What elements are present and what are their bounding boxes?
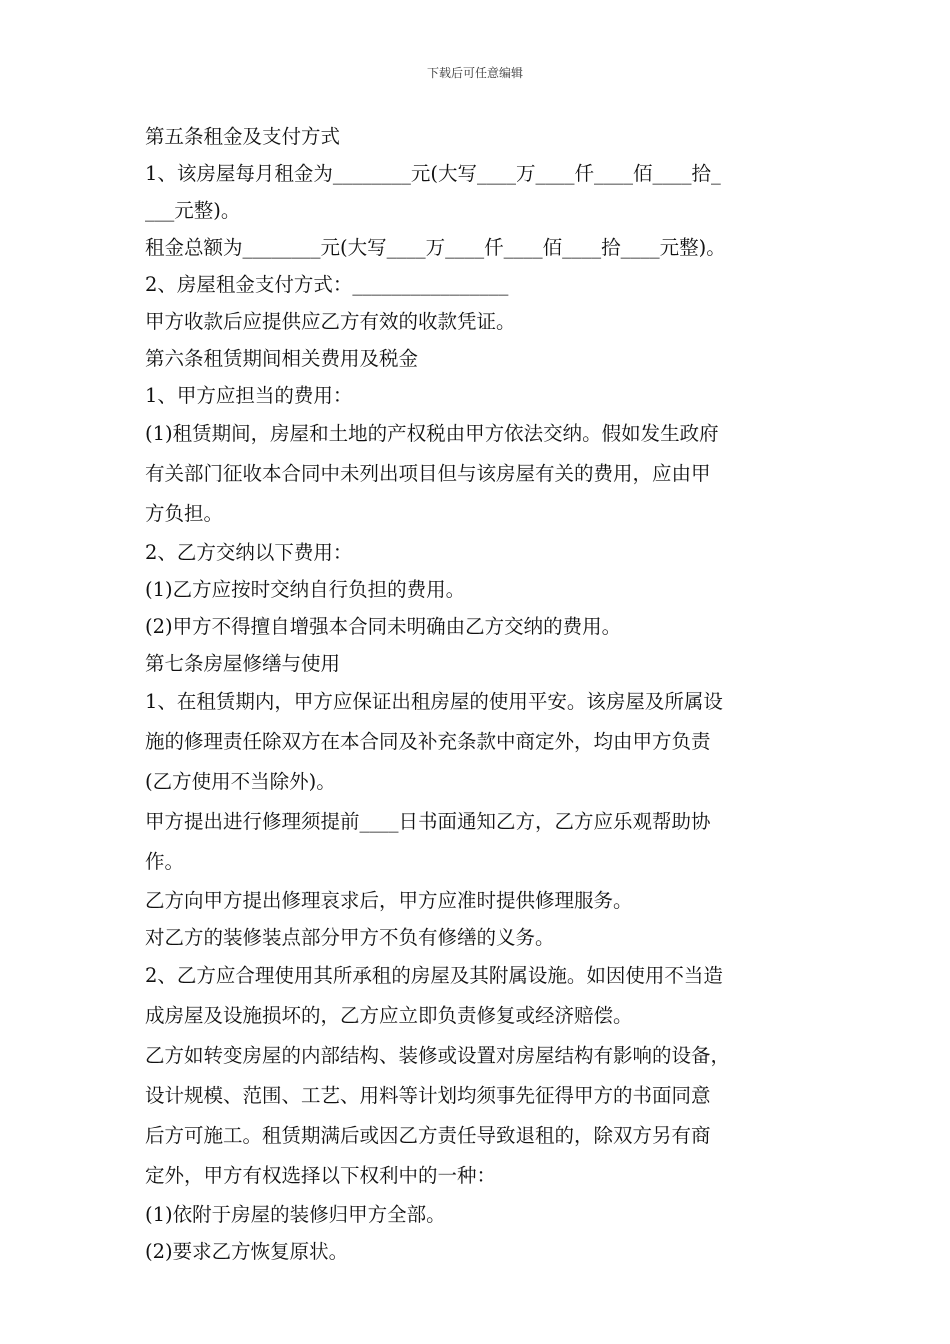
paragraph-line: 甲方收款后应提供应乙方有效的收款凭证。 <box>145 310 516 333</box>
paragraph-line: 施的修理责任除双方在本合同及补充条款中商定外，均由甲方负责 <box>145 730 711 753</box>
paragraph-line: (2)甲方不得擅自增强本合同未明确由乙方交纳的费用。 <box>145 615 622 638</box>
paragraph-line: 2、乙方交纳以下费用： <box>145 541 353 564</box>
paragraph-line: (2)要求乙方恢复原状。 <box>145 1240 349 1263</box>
paragraph-line: 方负担。 <box>145 502 224 525</box>
paragraph-line: 2、房屋租金支付方式：________________ <box>145 273 509 296</box>
paragraph-line: 设计规模、范围、工艺、用料等计划均须事先征得甲方的书面同意 <box>145 1084 711 1107</box>
paragraph-line: 乙方向甲方提出修理哀求后，甲方应准时提供修理服务。 <box>145 889 633 912</box>
paragraph-line: ___元整)。 <box>145 199 241 222</box>
paragraph-line: 后方可施工。租赁期满后或因乙方责任导致退租的，除双方另有商 <box>145 1124 711 1147</box>
paragraph-line: 租金总额为________元(大写____万____仟____佰____拾____元整)。 <box>145 236 726 259</box>
article-5-title: 第五条租金及支付方式 <box>145 125 341 148</box>
paragraph-line: 乙方如转变房屋的内部结构、装修或设置对房屋结构有影响的设备， <box>145 1044 731 1067</box>
paragraph-line: 对乙方的装修装点部分甲方不负有修缮的义务。 <box>145 926 555 949</box>
paragraph-line: (乙方使用不当除外)。 <box>145 770 336 793</box>
paragraph-line: (1)租赁期间，房屋和土地的产权税由甲方依法交纳。假如发生政府 <box>145 422 719 445</box>
paragraph-line: 作。 <box>145 850 185 873</box>
paragraph-line: 1、该房屋每月租金为________元(大写____万____仟____佰____拾_ <box>145 162 721 185</box>
paragraph-line: (1)乙方应按时交纳自行负担的费用。 <box>145 578 466 601</box>
article-7-title: 第七条房屋修缮与使用 <box>145 652 341 675</box>
document-body <box>145 118 813 1270</box>
paragraph-line: 1、在租赁期内，甲方应保证出租房屋的使用平安。该房屋及所属设 <box>145 690 723 713</box>
page-header: 下载后可任意编辑 <box>426 66 523 80</box>
paragraph-line: 1、甲方应担当的费用： <box>145 384 353 407</box>
paragraph-line: 有关部门征收本合同中未列出项目但与该房屋有关的费用，应由甲 <box>145 462 711 485</box>
paragraph-line: 成房屋及设施损坏的，乙方应立即负责修复或经济赔偿。 <box>145 1004 633 1027</box>
article-6-title: 第六条租赁期间相关费用及税金 <box>145 347 419 370</box>
paragraph-line: 甲方提出进行修理须提前____日书面通知乙方，乙方应乐观帮助协 <box>145 810 711 833</box>
paragraph-line: (1)依附于房屋的装修归甲方全部。 <box>145 1203 446 1226</box>
paragraph-line: 2、乙方应合理使用其所承租的房屋及其附属设施。如因使用不当造 <box>145 964 723 987</box>
paragraph-line: 定外，甲方有权选择以下权利中的一种： <box>145 1164 497 1187</box>
